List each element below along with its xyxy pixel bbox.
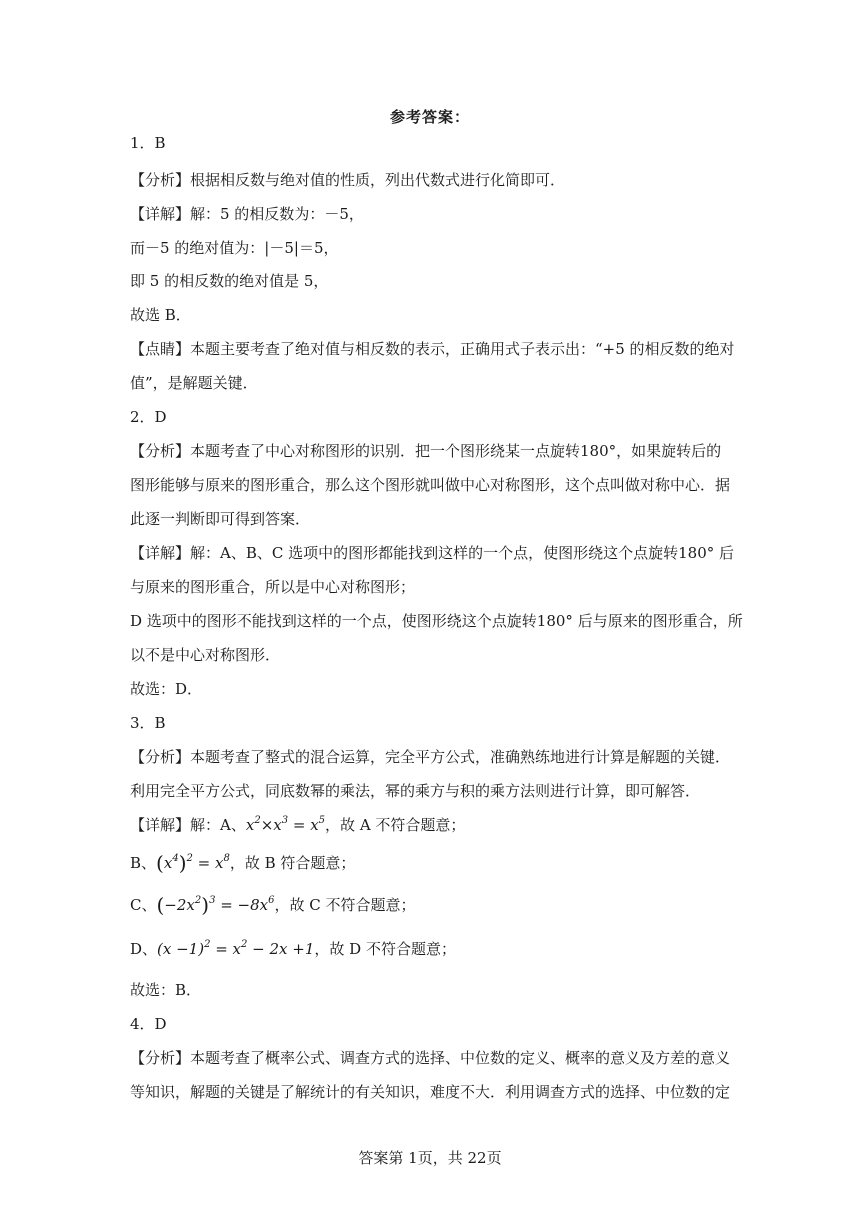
q3-detail-c-suffix: ，故 C 不符合题意； bbox=[274, 896, 416, 914]
q3-detail-b bbox=[130, 851, 730, 875]
q3-detail-c-prefix: C、 bbox=[130, 896, 157, 914]
formula-c: $(-2x^2)^3 = -8x^6$ bbox=[156, 893, 275, 917]
q1-detail-line3: 即 5 的相反数的绝对值是 5， bbox=[130, 272, 329, 290]
q2-number: 2．D bbox=[130, 408, 167, 426]
q3-detail-a-prefix: 【详解】解：A、 bbox=[130, 816, 246, 834]
q1-comment-line1: 【点睛】本题主要考查了绝对值与相反数的表示，正确用式子表示出：“+5 的相反数的绝对 bbox=[130, 340, 735, 358]
q2-analysis-line2: 图形能够与原来的图形重合，那么这个图形就叫做中心对称图形，这个点叫做对称中心．据 bbox=[130, 476, 731, 494]
q3-detail-a bbox=[130, 815, 730, 835]
q2-analysis-line3: 此逐一判断即可得到答案． bbox=[130, 510, 311, 528]
page-title: 参考答案： bbox=[389, 108, 470, 126]
q2-detail-line3: D 选项中的图形不能找到这样的一个点，使图形绕这个点旋转180° 后与原来的图形重合，所 bbox=[130, 612, 743, 630]
q2-detail-line1: 【详解】解：A、B、C 选项中的图形都能找到这样的一个点，使图形绕这个点旋转180° 后 bbox=[130, 544, 735, 562]
q1-choice: 故选 B． bbox=[130, 306, 191, 324]
q2-detail-line4: 以不是中心对称图形． bbox=[130, 646, 281, 664]
q4-analysis-line1: 【分析】本题考查了概率公式、调查方式的选择、中位数的定义、概率的意义及方差的意义 bbox=[130, 1049, 731, 1067]
q2-choice: 故选：D． bbox=[130, 680, 203, 698]
q1-detail-line2: 而－5 的绝对值为：|－5|＝5， bbox=[130, 239, 339, 257]
q4-number: 4．D bbox=[130, 1015, 167, 1033]
q2-detail-line2: 与原来的图形重合，所以是中心对称图形； bbox=[130, 578, 416, 596]
formula-d: $(x -1)^2 = x^2 - 2x +1$ bbox=[157, 939, 315, 958]
page-footer: 答案第 1页，共 22页 bbox=[358, 1149, 502, 1167]
q3-detail-c bbox=[130, 893, 730, 917]
q3-detail-b-suffix: ，故 B 符合题意； bbox=[229, 854, 356, 872]
q3-analysis-line2: 利用完全平方公式，同底数幂的乘法，幂的乘方与积的乘方法则进行计算，即可解答． bbox=[130, 782, 701, 800]
q3-detail-d-prefix: D、 bbox=[130, 940, 158, 958]
formula-a: $x^2\times x^3 = x^5$ bbox=[245, 815, 326, 834]
q1-number: 1．B bbox=[130, 134, 166, 152]
q4-analysis-line2: 等知识，解题的关键是了解统计的有关知识，难度不大．利用调查方式的选择、中位数的定 bbox=[130, 1083, 731, 1101]
q3-choice: 故选：B． bbox=[130, 981, 202, 999]
q3-detail-d bbox=[130, 939, 730, 959]
q3-analysis-line1: 【分析】本题考查了整式的混合运算，完全平方公式，准确熟练地进行计算是解题的关键． bbox=[130, 748, 731, 766]
formula-b: $(x^4)^2 = x^8$ bbox=[156, 851, 230, 875]
q1-analysis: 【分析】根据相反数与绝对值的性质，列出代数式进行化简即可． bbox=[130, 171, 566, 189]
q3-detail-b-prefix: B、 bbox=[130, 854, 157, 872]
q1-comment-line2: 值”，是解题关键． bbox=[130, 374, 258, 392]
q3-detail-a-suffix: ，故 A 不符合题意； bbox=[325, 816, 466, 834]
q2-analysis-line1: 【分析】本题考查了中心对称图形的识别．把一个图形绕某一点旋转180°，如果旋转后的 bbox=[130, 442, 722, 460]
q3-detail-d-suffix: ，故 D 不符合题意； bbox=[314, 940, 456, 958]
q3-number: 3．B bbox=[130, 714, 166, 732]
q1-detail-line1: 【详解】解：5 的相反数为：－5， bbox=[130, 205, 364, 223]
